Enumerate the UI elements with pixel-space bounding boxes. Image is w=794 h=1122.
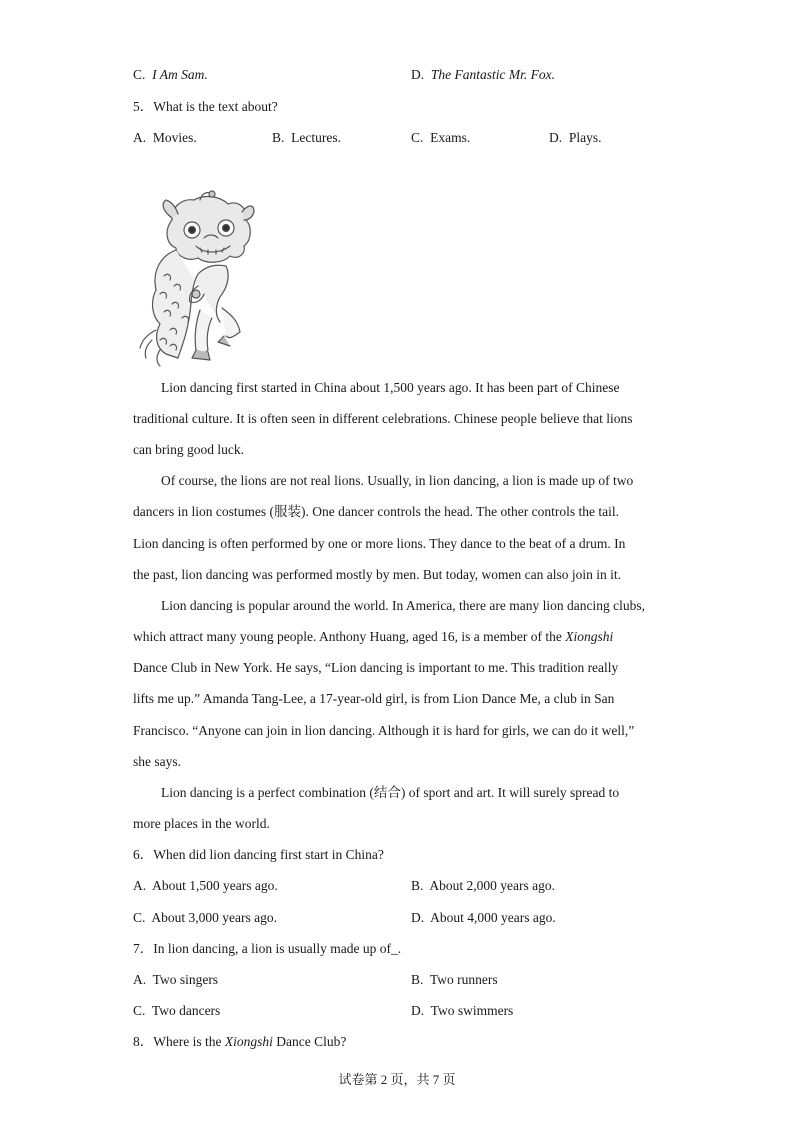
option-text: Two dancers (151, 1003, 221, 1018)
option-letter: D. (411, 910, 425, 925)
option-text: Movies. (152, 130, 197, 145)
q4-option-d (411, 66, 555, 84)
q7-option-c (133, 1002, 220, 1020)
option-text: Lectures. (291, 130, 341, 145)
passage-p2-line4: the past, lion dancing was performed mostly by men. But today, women can also join in it. (133, 567, 622, 582)
passage-p3-line2 (133, 628, 613, 646)
option-letter: D. (411, 1003, 425, 1018)
club-name: Xiongshi (565, 629, 614, 644)
option-text: About 2,000 years ago. (429, 878, 556, 893)
passage-p2-line2: dancers in lion costumes (服装). One dancer controls the head. The other controls the tail. (133, 504, 619, 519)
passage-p1-line1: Lion dancing first started in China about 1,500 years ago. It has been part of Chinese (161, 380, 620, 395)
page-footer: 试卷第 2 页，共 7 页 (338, 1072, 456, 1087)
q7-option-a (133, 971, 218, 989)
option-letter: A. (133, 878, 147, 893)
option-letter: B. (411, 878, 424, 893)
stem-text: 8．Where is the (133, 1034, 225, 1049)
q5-stem: 5．What is the text about? (133, 99, 278, 114)
option-letter: C. (133, 1003, 146, 1018)
passage-text: which attract many young people. Anthony Huang, aged 16, is a member of the (133, 629, 566, 644)
q4-option-c (133, 66, 208, 84)
passage-p1-line3: can bring good luck. (133, 442, 244, 457)
option-letter: C. (133, 67, 146, 82)
option-text: Exams. (430, 130, 471, 145)
q5-option-a (133, 129, 197, 147)
passage-p3-line1: Lion dancing is popular around the world. In America, there are many lion dancing clubs, (161, 598, 645, 613)
passage-p3-line3: Dance Club in New York. He says, “Lion dancing is important to me. This tradition really (133, 660, 619, 675)
q5-option-c (411, 129, 470, 147)
passage-p3-line5: Francisco. “Anyone can join in lion dancing. Although it is hard for girls, we can do it well,” (133, 723, 635, 738)
q7-option-b (411, 971, 498, 989)
passage-p1-line2: traditional culture. It is often seen in different celebrations. Chinese people believe that lions (133, 411, 633, 426)
passage-p4-line1: Lion dancing is a perfect combination (结合) of sport and art. It will surely spread to (161, 785, 620, 800)
q6-stem: 6．When did lion dancing first start in China? (133, 847, 384, 862)
q5-option-b (272, 129, 341, 147)
passage-p3-line6: she says. (133, 754, 181, 769)
option-letter: D. (549, 130, 563, 145)
option-letter: C. (133, 910, 146, 925)
option-letter: A. (133, 130, 147, 145)
option-text: Plays. (568, 130, 602, 145)
option-letter: C. (411, 130, 424, 145)
q8-stem (133, 1033, 346, 1051)
option-text: About 1,500 years ago. (152, 878, 278, 893)
passage-p3-line4: lifts me up.” Amanda Tang-Lee, a 17-year-old girl, is from Lion Dance Me, a club in San (133, 691, 615, 706)
passage-p2-line1: Of course, the lions are not real lions. Usually, in lion dancing, a lion is made up of two (161, 473, 634, 488)
option-letter: D. (411, 67, 425, 82)
option-text: Two runners (429, 972, 498, 987)
option-text: Two singers (152, 972, 219, 987)
passage-p4-line2: more places in the world. (133, 816, 270, 831)
option-text: The Fantastic Mr. Fox. (430, 67, 555, 82)
stem-text: Dance Club? (272, 1034, 347, 1049)
q6-option-b (411, 877, 555, 895)
option-letter: B. (272, 130, 285, 145)
q6-option-c (133, 909, 277, 927)
option-text: About 3,000 years ago. (151, 910, 278, 925)
q5-option-d (549, 129, 602, 147)
option-letter: A. (133, 972, 147, 987)
option-text: About 4,000 years ago. (430, 910, 556, 925)
lion-dance-illustration-icon (130, 190, 258, 368)
club-name: Xiongshi (224, 1034, 273, 1049)
option-text: I Am Sam. (152, 67, 208, 82)
option-text: Two swimmers (430, 1003, 514, 1018)
q7-stem: 7．In lion dancing, a lion is usually made up of_. (133, 941, 402, 956)
option-letter: B. (411, 972, 424, 987)
q7-option-d (411, 1002, 513, 1020)
q6-option-a (133, 877, 278, 895)
q6-option-d (411, 909, 556, 927)
passage-p2-line3: Lion dancing is often performed by one or more lions. They dance to the beat of a drum. In (133, 536, 626, 551)
